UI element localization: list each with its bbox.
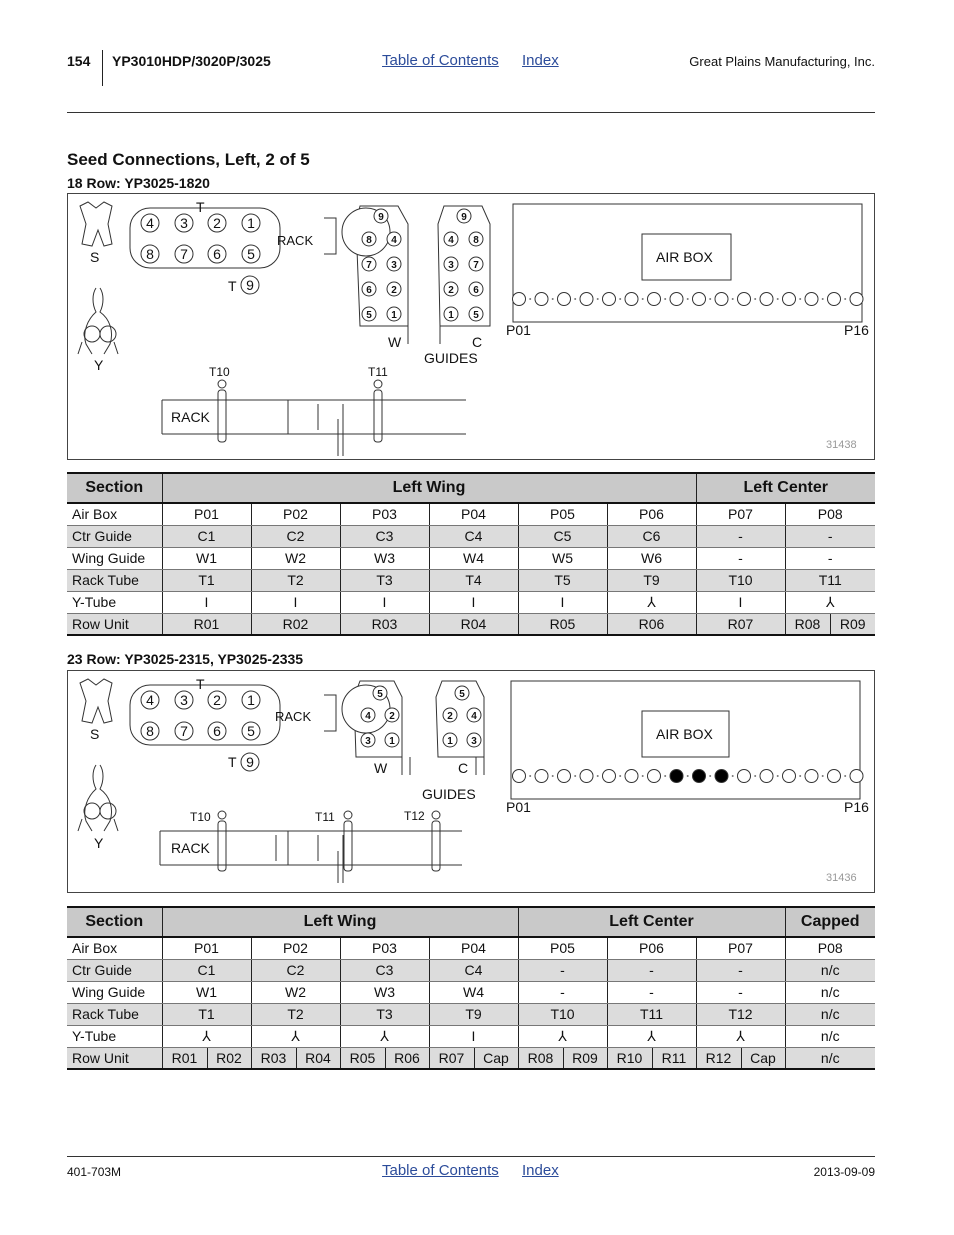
airbox-port (738, 770, 751, 783)
airbox-port (670, 293, 683, 306)
table-cell: R11 (652, 1047, 696, 1069)
port-dot (619, 775, 621, 777)
figure-number: 31438 (826, 439, 857, 451)
table-cell: T12 (696, 1003, 785, 1025)
row-label: Rack Tube (67, 1003, 162, 1025)
label-t: T (196, 199, 205, 215)
airbox-label: AIR BOX (656, 249, 713, 265)
label-t9: T (228, 754, 237, 770)
tube-number: 3 (180, 215, 188, 231)
port-dot (642, 298, 644, 300)
header-left-wing: Left Wing (162, 473, 696, 503)
table-cell: - (785, 547, 875, 569)
table-cell: P04 (429, 937, 518, 959)
table-cell: - (518, 981, 607, 1003)
table-cell: I (429, 1025, 518, 1047)
table-cell: ⅄ (518, 1025, 607, 1047)
table-cell: C4 (429, 525, 518, 547)
table-cell: P07 (696, 503, 785, 525)
row-label: Air Box (67, 937, 162, 959)
table-row (67, 591, 875, 613)
table-cell: P04 (429, 503, 518, 525)
table-cell: R02 (207, 1047, 251, 1069)
table-cell: C3 (340, 525, 429, 547)
table-cell: P07 (696, 937, 785, 959)
row-label: Y-Tube (67, 591, 162, 613)
table-cell: n/c (785, 959, 875, 981)
guide-number: 4 (448, 235, 454, 246)
tube-number: 4 (146, 692, 154, 708)
port-dot (822, 775, 824, 777)
table-cell: - (607, 981, 696, 1003)
airbox-port (738, 293, 751, 306)
rack-label: RACK (277, 233, 314, 248)
table-cell: I (251, 591, 340, 613)
airbox-port (535, 770, 548, 783)
port-dot (799, 298, 801, 300)
table-cell: T2 (251, 569, 340, 591)
table-cell: - (696, 959, 785, 981)
tube-number: 7 (180, 723, 188, 739)
table-cell: W2 (251, 981, 340, 1003)
port-dot (687, 775, 689, 777)
table-cell: n/c (785, 1047, 875, 1069)
table-cell: R09 (830, 613, 875, 635)
port-dot (754, 298, 756, 300)
table-cell: T1 (162, 569, 251, 591)
table-cell: R12 (696, 1047, 741, 1069)
table-cell: T1 (162, 1003, 251, 1025)
guide-number: 1 (447, 736, 453, 747)
tube-number: 6 (213, 246, 221, 262)
label-p16: P16 (844, 322, 869, 338)
port-dot (529, 298, 531, 300)
figure-2-diagram (67, 670, 875, 893)
table-cell: ⅄ (785, 591, 875, 613)
port-dot (642, 775, 644, 777)
table-cell: Cap (474, 1047, 518, 1069)
table-cell: I (340, 591, 429, 613)
table-cell: R09 (563, 1047, 607, 1069)
footer-index-link[interactable]: Index (522, 1162, 559, 1179)
footer-date: 2013-09-09 (813, 1165, 875, 1179)
table-cell: W1 (162, 981, 251, 1003)
table-cell: P05 (518, 503, 607, 525)
table-cell: R06 (385, 1047, 429, 1069)
label-t10: T10 (209, 365, 230, 379)
table-cell: C2 (251, 525, 340, 547)
airbox-port (580, 770, 593, 783)
table-cell: P01 (162, 503, 251, 525)
airbox-port (558, 770, 571, 783)
guide-number: 4 (391, 235, 397, 246)
tube-number: 8 (146, 723, 154, 739)
port-dot (777, 775, 779, 777)
table-cell: R08 (785, 613, 830, 635)
table-row (67, 959, 875, 981)
table-cell: C1 (162, 525, 251, 547)
label-t11: T11 (368, 365, 388, 379)
table-cell: W4 (429, 981, 518, 1003)
label-s: S (90, 726, 100, 742)
table-cell: n/c (785, 981, 875, 1003)
y-tube-icon (85, 765, 112, 831)
rack-label: RACK (275, 709, 312, 724)
airbox-port (783, 293, 796, 306)
airbox-port (580, 293, 593, 306)
airbox-port (760, 770, 773, 783)
table-cell: R04 (296, 1047, 340, 1069)
table-cell: R05 (518, 613, 607, 635)
table-cell: T4 (429, 569, 518, 591)
airbox-port (558, 293, 571, 306)
airbox-port (648, 770, 661, 783)
row-label: Ctr Guide (67, 525, 162, 547)
label-w: W (388, 334, 402, 350)
table-cell: R10 (607, 1047, 652, 1069)
table-cell: W6 (607, 547, 696, 569)
guide-number: 9 (378, 212, 384, 223)
table-cell: Cap (741, 1047, 785, 1069)
table-cell: - (696, 547, 785, 569)
port-dot (597, 298, 599, 300)
table-cell: P06 (607, 503, 696, 525)
tube-number: 2 (213, 692, 221, 708)
table-cell: T9 (607, 569, 696, 591)
tube-number: 1 (247, 215, 255, 231)
footer-toc-link[interactable]: Table of Contents (382, 1162, 499, 1179)
table-cell: R03 (340, 613, 429, 635)
table-row (67, 937, 875, 959)
table-cell: T9 (429, 1003, 518, 1025)
guide-number: 5 (459, 689, 465, 700)
table-cell: - (518, 959, 607, 981)
port-dot (754, 775, 756, 777)
table-row (67, 1003, 875, 1025)
table-cell: C3 (340, 959, 429, 981)
table-row (67, 981, 875, 1003)
table-cell: R02 (251, 613, 340, 635)
company-name: Great Plains Manufacturing, Inc. (689, 54, 875, 69)
label-t10: T10 (190, 810, 211, 824)
s-splitter-icon (80, 202, 112, 246)
port-dot (709, 775, 711, 777)
airbox-port (648, 293, 661, 306)
guide-number: 3 (391, 260, 397, 271)
label-c: C (458, 760, 469, 776)
table-cell: T3 (340, 1003, 429, 1025)
guide-number: 3 (365, 736, 371, 747)
airbox-port (760, 293, 773, 306)
table-row (67, 569, 875, 591)
table-cell: R06 (607, 613, 696, 635)
airbox-port (715, 293, 728, 306)
airbox-port (513, 770, 526, 783)
table-cell: P02 (251, 503, 340, 525)
airbox-port (828, 770, 841, 783)
table-row (67, 1025, 875, 1047)
table-cell: T5 (518, 569, 607, 591)
table-cell: C1 (162, 959, 251, 981)
airbox-port (535, 293, 548, 306)
port-dot (574, 298, 576, 300)
tube-number: 1 (247, 692, 255, 708)
rack-bar-label: RACK (171, 409, 210, 425)
label-y: Y (94, 357, 104, 373)
table-cell: ⅄ (340, 1025, 429, 1047)
table-row (67, 525, 875, 547)
port-dot (822, 298, 824, 300)
label-guides: GUIDES (422, 786, 476, 802)
page-number: 154 (67, 53, 91, 69)
page-title: Seed Connections, Left, 2 of 5 (67, 150, 310, 169)
table-cell: W4 (429, 547, 518, 569)
table-cell: P02 (251, 937, 340, 959)
guide-number: 1 (448, 310, 454, 321)
table-cell: R07 (696, 613, 785, 635)
label-t11: T11 (315, 810, 335, 824)
figure-number: 31436 (826, 872, 857, 884)
row-label: Air Box (67, 503, 162, 525)
table-cell: P03 (340, 937, 429, 959)
airbox-port (783, 770, 796, 783)
table-cell: I (429, 591, 518, 613)
table-cell: ⅄ (162, 1025, 251, 1047)
table-cell: - (607, 959, 696, 981)
airbox-port (693, 770, 706, 783)
tube-number: 3 (180, 692, 188, 708)
tube-number: 5 (247, 246, 255, 262)
header-section: Section (67, 473, 162, 503)
guide-number: 5 (366, 310, 372, 321)
label-p01: P01 (506, 322, 531, 338)
table-cell: I (696, 591, 785, 613)
table-cell: C6 (607, 525, 696, 547)
guide-number: 5 (377, 689, 383, 700)
port-dot (664, 298, 666, 300)
guide-number: 1 (391, 310, 397, 321)
y-tube-icon (85, 288, 112, 354)
tube-number: 9 (246, 277, 254, 293)
table-cell: T11 (785, 569, 875, 591)
label-s: S (90, 249, 100, 265)
table-cell: T10 (696, 569, 785, 591)
table-cell: R05 (340, 1047, 385, 1069)
airbox-port (850, 770, 863, 783)
guide-number: 2 (391, 285, 397, 296)
tube-number: 6 (213, 723, 221, 739)
table-cell: P08 (785, 503, 875, 525)
table-cell: C2 (251, 959, 340, 981)
guide-number: 9 (461, 212, 467, 223)
table-cell: R01 (162, 613, 251, 635)
tube-number: 9 (246, 754, 254, 770)
airbox-port (603, 293, 616, 306)
table-cell: P03 (340, 503, 429, 525)
guide-number: 6 (366, 285, 372, 296)
table-cell: T11 (607, 1003, 696, 1025)
airbox-port (603, 770, 616, 783)
airbox-port (805, 770, 818, 783)
row-label: Rack Tube (67, 569, 162, 591)
row-label: Ctr Guide (67, 959, 162, 981)
guide-number: 7 (473, 260, 479, 271)
row-label: Row Unit (67, 1047, 162, 1069)
header-toc-link[interactable]: Table of Contents (382, 52, 499, 69)
port-dot (844, 298, 846, 300)
header-capped: Capped (785, 907, 875, 937)
port-dot (709, 298, 711, 300)
guide-number: 2 (448, 285, 454, 296)
table-cell: W3 (340, 547, 429, 569)
tube-number: 2 (213, 215, 221, 231)
table-cell: ⅄ (607, 1025, 696, 1047)
table-cell: W1 (162, 547, 251, 569)
row-label: Y-Tube (67, 1025, 162, 1047)
table-row (67, 547, 875, 569)
airbox-label: AIR BOX (656, 726, 713, 742)
table-cell: R01 (162, 1047, 207, 1069)
model-title: YP3010HDP/3020P/3025 (112, 53, 271, 69)
guide-number: 3 (471, 736, 477, 747)
doc-number: 401-703M (67, 1165, 122, 1179)
guide-number: 4 (471, 711, 477, 722)
guide-number: 6 (473, 285, 479, 296)
header-left-center: Left Center (518, 907, 785, 937)
table-cell: T3 (340, 569, 429, 591)
port-dot (619, 298, 621, 300)
header-index-link[interactable]: Index (522, 52, 559, 69)
port-dot (732, 775, 734, 777)
label-c: C (472, 334, 483, 350)
header-left-center: Left Center (696, 473, 875, 503)
connections-table-18-row (67, 472, 875, 636)
port-dot (732, 298, 734, 300)
table-row (67, 1047, 875, 1069)
table-cell: - (785, 525, 875, 547)
table-cell: C5 (518, 525, 607, 547)
table-cell: n/c (785, 1003, 875, 1025)
port-dot (664, 775, 666, 777)
table-cell: W3 (340, 981, 429, 1003)
airbox-port (693, 293, 706, 306)
guide-number: 7 (366, 260, 372, 271)
table-cell: R07 (429, 1047, 474, 1069)
table-cell: ⅄ (607, 591, 696, 613)
label-p01: P01 (506, 799, 531, 815)
row-label: Row Unit (67, 613, 162, 635)
header-left-wing: Left Wing (162, 907, 518, 937)
airbox-port (670, 770, 683, 783)
guide-number: 3 (448, 260, 454, 271)
header-section: Section (67, 907, 162, 937)
label-w: W (374, 760, 388, 776)
label-guides: GUIDES (424, 350, 478, 366)
row-label: Wing Guide (67, 547, 162, 569)
connections-table-23-row (67, 906, 875, 1070)
label-t: T (196, 676, 205, 692)
guide-number: 5 (473, 310, 479, 321)
table-cell: W2 (251, 547, 340, 569)
tube-number: 8 (146, 246, 154, 262)
tube-number: 7 (180, 246, 188, 262)
label-t9: T (228, 278, 237, 294)
table-cell: ⅄ (251, 1025, 340, 1047)
label-t12: T12 (404, 809, 425, 823)
tube-number: 4 (146, 215, 154, 231)
port-dot (529, 775, 531, 777)
guide-number: 2 (389, 711, 395, 722)
port-dot (574, 775, 576, 777)
table-row (67, 613, 875, 635)
label-p16: P16 (844, 799, 869, 815)
table-cell: - (696, 981, 785, 1003)
port-dot (552, 298, 554, 300)
figure-1-subtitle: 18 Row: YP3025-1820 (67, 175, 210, 191)
rack-bar-label: RACK (171, 840, 210, 856)
airbox-port (625, 770, 638, 783)
table-cell: W5 (518, 547, 607, 569)
row-label: Wing Guide (67, 981, 162, 1003)
label-y: Y (94, 835, 104, 851)
port-dot (844, 775, 846, 777)
port-dot (597, 775, 599, 777)
table-cell: R03 (251, 1047, 296, 1069)
table-cell: C4 (429, 959, 518, 981)
tube-number: 5 (247, 723, 255, 739)
table-cell: R08 (518, 1047, 563, 1069)
header-divider (102, 50, 103, 86)
figure-1-diagram (67, 193, 875, 460)
airbox-port (625, 293, 638, 306)
table-cell: n/c (785, 1025, 875, 1047)
table-cell: T2 (251, 1003, 340, 1025)
table-cell: I (162, 591, 251, 613)
guide-number: 4 (365, 711, 371, 722)
port-dot (777, 298, 779, 300)
header-rule (67, 112, 875, 113)
port-dot (552, 775, 554, 777)
table-row (67, 503, 875, 525)
port-dot (799, 775, 801, 777)
table-cell: - (696, 525, 785, 547)
table-cell: P05 (518, 937, 607, 959)
guide-number: 1 (389, 736, 395, 747)
airbox-port (715, 770, 728, 783)
table-cell: P01 (162, 937, 251, 959)
guide-number: 2 (447, 711, 453, 722)
table-cell: P08 (785, 937, 875, 959)
figure-2-subtitle: 23 Row: YP3025-2315, YP3025-2335 (67, 651, 304, 667)
airbox-port (828, 293, 841, 306)
airbox-port (850, 293, 863, 306)
airbox-port (513, 293, 526, 306)
table-cell: ⅄ (696, 1025, 785, 1047)
guide-number: 8 (366, 235, 372, 246)
table-cell: T10 (518, 1003, 607, 1025)
s-splitter-icon (80, 679, 112, 723)
footer-rule (67, 1156, 875, 1157)
table-cell: R04 (429, 613, 518, 635)
table-cell: P06 (607, 937, 696, 959)
table-cell: I (518, 591, 607, 613)
airbox-port (805, 293, 818, 306)
guide-number: 8 (473, 235, 479, 246)
port-dot (687, 298, 689, 300)
